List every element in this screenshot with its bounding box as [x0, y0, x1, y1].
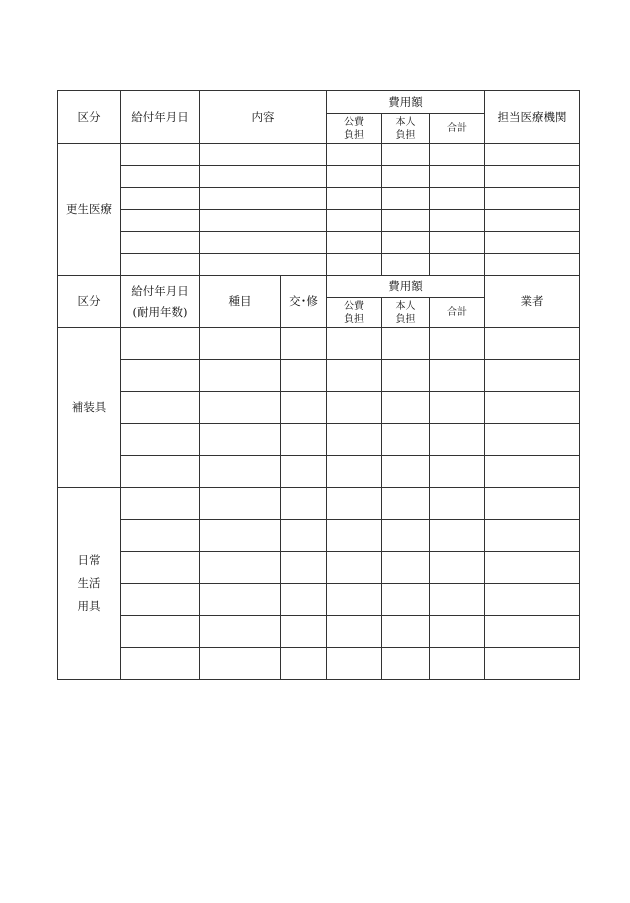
self-cell[interactable] [382, 360, 430, 392]
equipment-row [58, 456, 580, 488]
institution-cell[interactable] [485, 254, 580, 276]
self-cell[interactable] [382, 144, 430, 166]
kubun-header: 区分 [58, 91, 121, 144]
total-cell[interactable] [430, 552, 485, 584]
public-cell[interactable] [327, 392, 382, 424]
cost-header: 費用額 [327, 91, 485, 114]
exchange-repair-header: 交･修 [281, 276, 327, 328]
medical-row [58, 210, 580, 232]
item-type-cell[interactable] [200, 392, 281, 424]
content-cell[interactable] [200, 188, 327, 210]
record-table [57, 90, 580, 680]
public-cell[interactable] [327, 456, 382, 488]
total-cell[interactable] [430, 254, 485, 276]
medical-row [58, 166, 580, 188]
institution-cell[interactable] [485, 166, 580, 188]
date-cell[interactable] [121, 144, 200, 166]
vendor-header: 業者 [485, 276, 580, 328]
date-cell[interactable] [121, 552, 200, 584]
total-cell[interactable] [430, 424, 485, 456]
content-cell[interactable] [200, 210, 327, 232]
vendor-cell[interactable] [485, 328, 580, 360]
date-cell[interactable] [121, 520, 200, 552]
public-cell[interactable] [327, 424, 382, 456]
public-cell[interactable] [327, 254, 382, 276]
item-type-cell[interactable] [200, 616, 281, 648]
vendor-cell[interactable] [485, 648, 580, 680]
total-cell[interactable] [430, 392, 485, 424]
exchange-repair-cell[interactable] [281, 552, 327, 584]
public-cell[interactable] [327, 360, 382, 392]
equipment-row [58, 616, 580, 648]
medical-row [58, 254, 580, 276]
date-cell[interactable] [121, 584, 200, 616]
public-cell[interactable] [327, 584, 382, 616]
vendor-cell[interactable] [485, 552, 580, 584]
self-burden-header-2: 本人 負担 [382, 298, 430, 328]
vendor-cell[interactable] [485, 456, 580, 488]
self-cell[interactable] [382, 166, 430, 188]
date-cell[interactable] [121, 424, 200, 456]
date-header-2: 給付年月日 (耐用年数) [121, 276, 200, 328]
self-cell[interactable] [382, 552, 430, 584]
exchange-repair-cell[interactable] [281, 328, 327, 360]
public-cell[interactable] [327, 144, 382, 166]
date-cell[interactable] [121, 232, 200, 254]
public-cell[interactable] [327, 166, 382, 188]
vendor-cell[interactable] [485, 360, 580, 392]
content-cell[interactable] [200, 254, 327, 276]
content-header: 内容 [200, 91, 327, 144]
total-header: 合計 [430, 114, 485, 144]
total-cell[interactable] [430, 188, 485, 210]
total-cell[interactable] [430, 488, 485, 520]
public-cell[interactable] [327, 520, 382, 552]
vendor-cell[interactable] [485, 488, 580, 520]
total-cell[interactable] [430, 360, 485, 392]
vendor-cell[interactable] [485, 392, 580, 424]
medical-row [58, 144, 580, 166]
medical-row [58, 232, 580, 254]
public-cell[interactable] [327, 232, 382, 254]
total-cell[interactable] [430, 210, 485, 232]
date-cell[interactable] [121, 360, 200, 392]
total-cell[interactable] [430, 456, 485, 488]
total-cell[interactable] [430, 166, 485, 188]
equipment-row [58, 488, 580, 520]
category-daily-living-equipment: 日常 生活 用具 [58, 488, 121, 680]
item-type-cell[interactable] [200, 552, 281, 584]
benefit-record-form [57, 90, 580, 680]
self-cell[interactable] [382, 232, 430, 254]
date-cell[interactable] [121, 254, 200, 276]
date-cell[interactable] [121, 456, 200, 488]
public-cell[interactable] [327, 328, 382, 360]
institution-header: 担当医療機関 [485, 91, 580, 144]
item-type-cell[interactable] [200, 520, 281, 552]
total-cell[interactable] [430, 328, 485, 360]
self-cell[interactable] [382, 188, 430, 210]
equipment-row [58, 424, 580, 456]
institution-cell[interactable] [485, 144, 580, 166]
vendor-cell[interactable] [485, 616, 580, 648]
total-cell[interactable] [430, 616, 485, 648]
item-type-cell[interactable] [200, 584, 281, 616]
date-cell[interactable] [121, 616, 200, 648]
equipment-row [58, 584, 580, 616]
public-cell[interactable] [327, 616, 382, 648]
exchange-repair-cell[interactable] [281, 392, 327, 424]
equipment-row [58, 328, 580, 360]
date-header: 給付年月日 [121, 91, 200, 144]
content-cell[interactable] [200, 232, 327, 254]
self-cell[interactable] [382, 254, 430, 276]
institution-cell[interactable] [485, 210, 580, 232]
equipment-row [58, 648, 580, 680]
self-cell[interactable] [382, 648, 430, 680]
self-cell[interactable] [382, 488, 430, 520]
category-prosthetics: 補装具 [58, 328, 121, 488]
self-cell[interactable] [382, 520, 430, 552]
total-cell[interactable] [430, 520, 485, 552]
kubun-header-2: 区分 [58, 276, 121, 328]
content-cell[interactable] [200, 144, 327, 166]
exchange-repair-cell[interactable] [281, 648, 327, 680]
exchange-repair-cell[interactable] [281, 520, 327, 552]
exchange-repair-cell[interactable] [281, 424, 327, 456]
item-type-cell[interactable] [200, 456, 281, 488]
exchange-repair-cell[interactable] [281, 456, 327, 488]
date-cell[interactable] [121, 210, 200, 232]
category-medical: 更生医療 [58, 144, 121, 276]
content-cell[interactable] [200, 166, 327, 188]
public-cell[interactable] [327, 188, 382, 210]
exchange-repair-cell[interactable] [281, 360, 327, 392]
exchange-repair-cell[interactable] [281, 488, 327, 520]
date-cell[interactable] [121, 166, 200, 188]
equipment-row [58, 360, 580, 392]
public-burden-header-2: 公費 負担 [327, 298, 382, 328]
vendor-cell[interactable] [485, 520, 580, 552]
self-cell[interactable] [382, 616, 430, 648]
self-cell[interactable] [382, 424, 430, 456]
date-cell[interactable] [121, 392, 200, 424]
total-header-2: 合計 [430, 298, 485, 328]
public-cell[interactable] [327, 552, 382, 584]
cost-header-2: 費用額 [327, 276, 485, 298]
exchange-repair-cell[interactable] [281, 584, 327, 616]
total-cell[interactable] [430, 648, 485, 680]
medical-row [58, 188, 580, 210]
total-cell[interactable] [430, 584, 485, 616]
vendor-cell[interactable] [485, 584, 580, 616]
self-cell[interactable] [382, 456, 430, 488]
self-cell[interactable] [382, 584, 430, 616]
item-type-cell[interactable] [200, 488, 281, 520]
institution-cell[interactable] [485, 232, 580, 254]
item-type-header: 種目 [200, 276, 281, 328]
item-type-cell[interactable] [200, 328, 281, 360]
date-cell[interactable] [121, 488, 200, 520]
exchange-repair-cell[interactable] [281, 616, 327, 648]
date-cell[interactable] [121, 328, 200, 360]
self-cell[interactable] [382, 210, 430, 232]
total-cell[interactable] [430, 232, 485, 254]
item-type-cell[interactable] [200, 648, 281, 680]
equipment-row [58, 392, 580, 424]
self-cell[interactable] [382, 328, 430, 360]
item-type-cell[interactable] [200, 360, 281, 392]
vendor-cell[interactable] [485, 424, 580, 456]
institution-cell[interactable] [485, 188, 580, 210]
medical-header-row-1 [58, 91, 580, 114]
date-cell[interactable] [121, 188, 200, 210]
equipment-row [58, 552, 580, 584]
public-cell[interactable] [327, 648, 382, 680]
item-type-cell[interactable] [200, 424, 281, 456]
public-burden-header: 公費 負担 [327, 114, 382, 144]
equipment-header-row-1 [58, 276, 580, 298]
public-cell[interactable] [327, 488, 382, 520]
equipment-row [58, 520, 580, 552]
public-cell[interactable] [327, 210, 382, 232]
date-cell[interactable] [121, 648, 200, 680]
total-cell[interactable] [430, 144, 485, 166]
self-burden-header: 本人 負担 [382, 114, 430, 144]
self-cell[interactable] [382, 392, 430, 424]
